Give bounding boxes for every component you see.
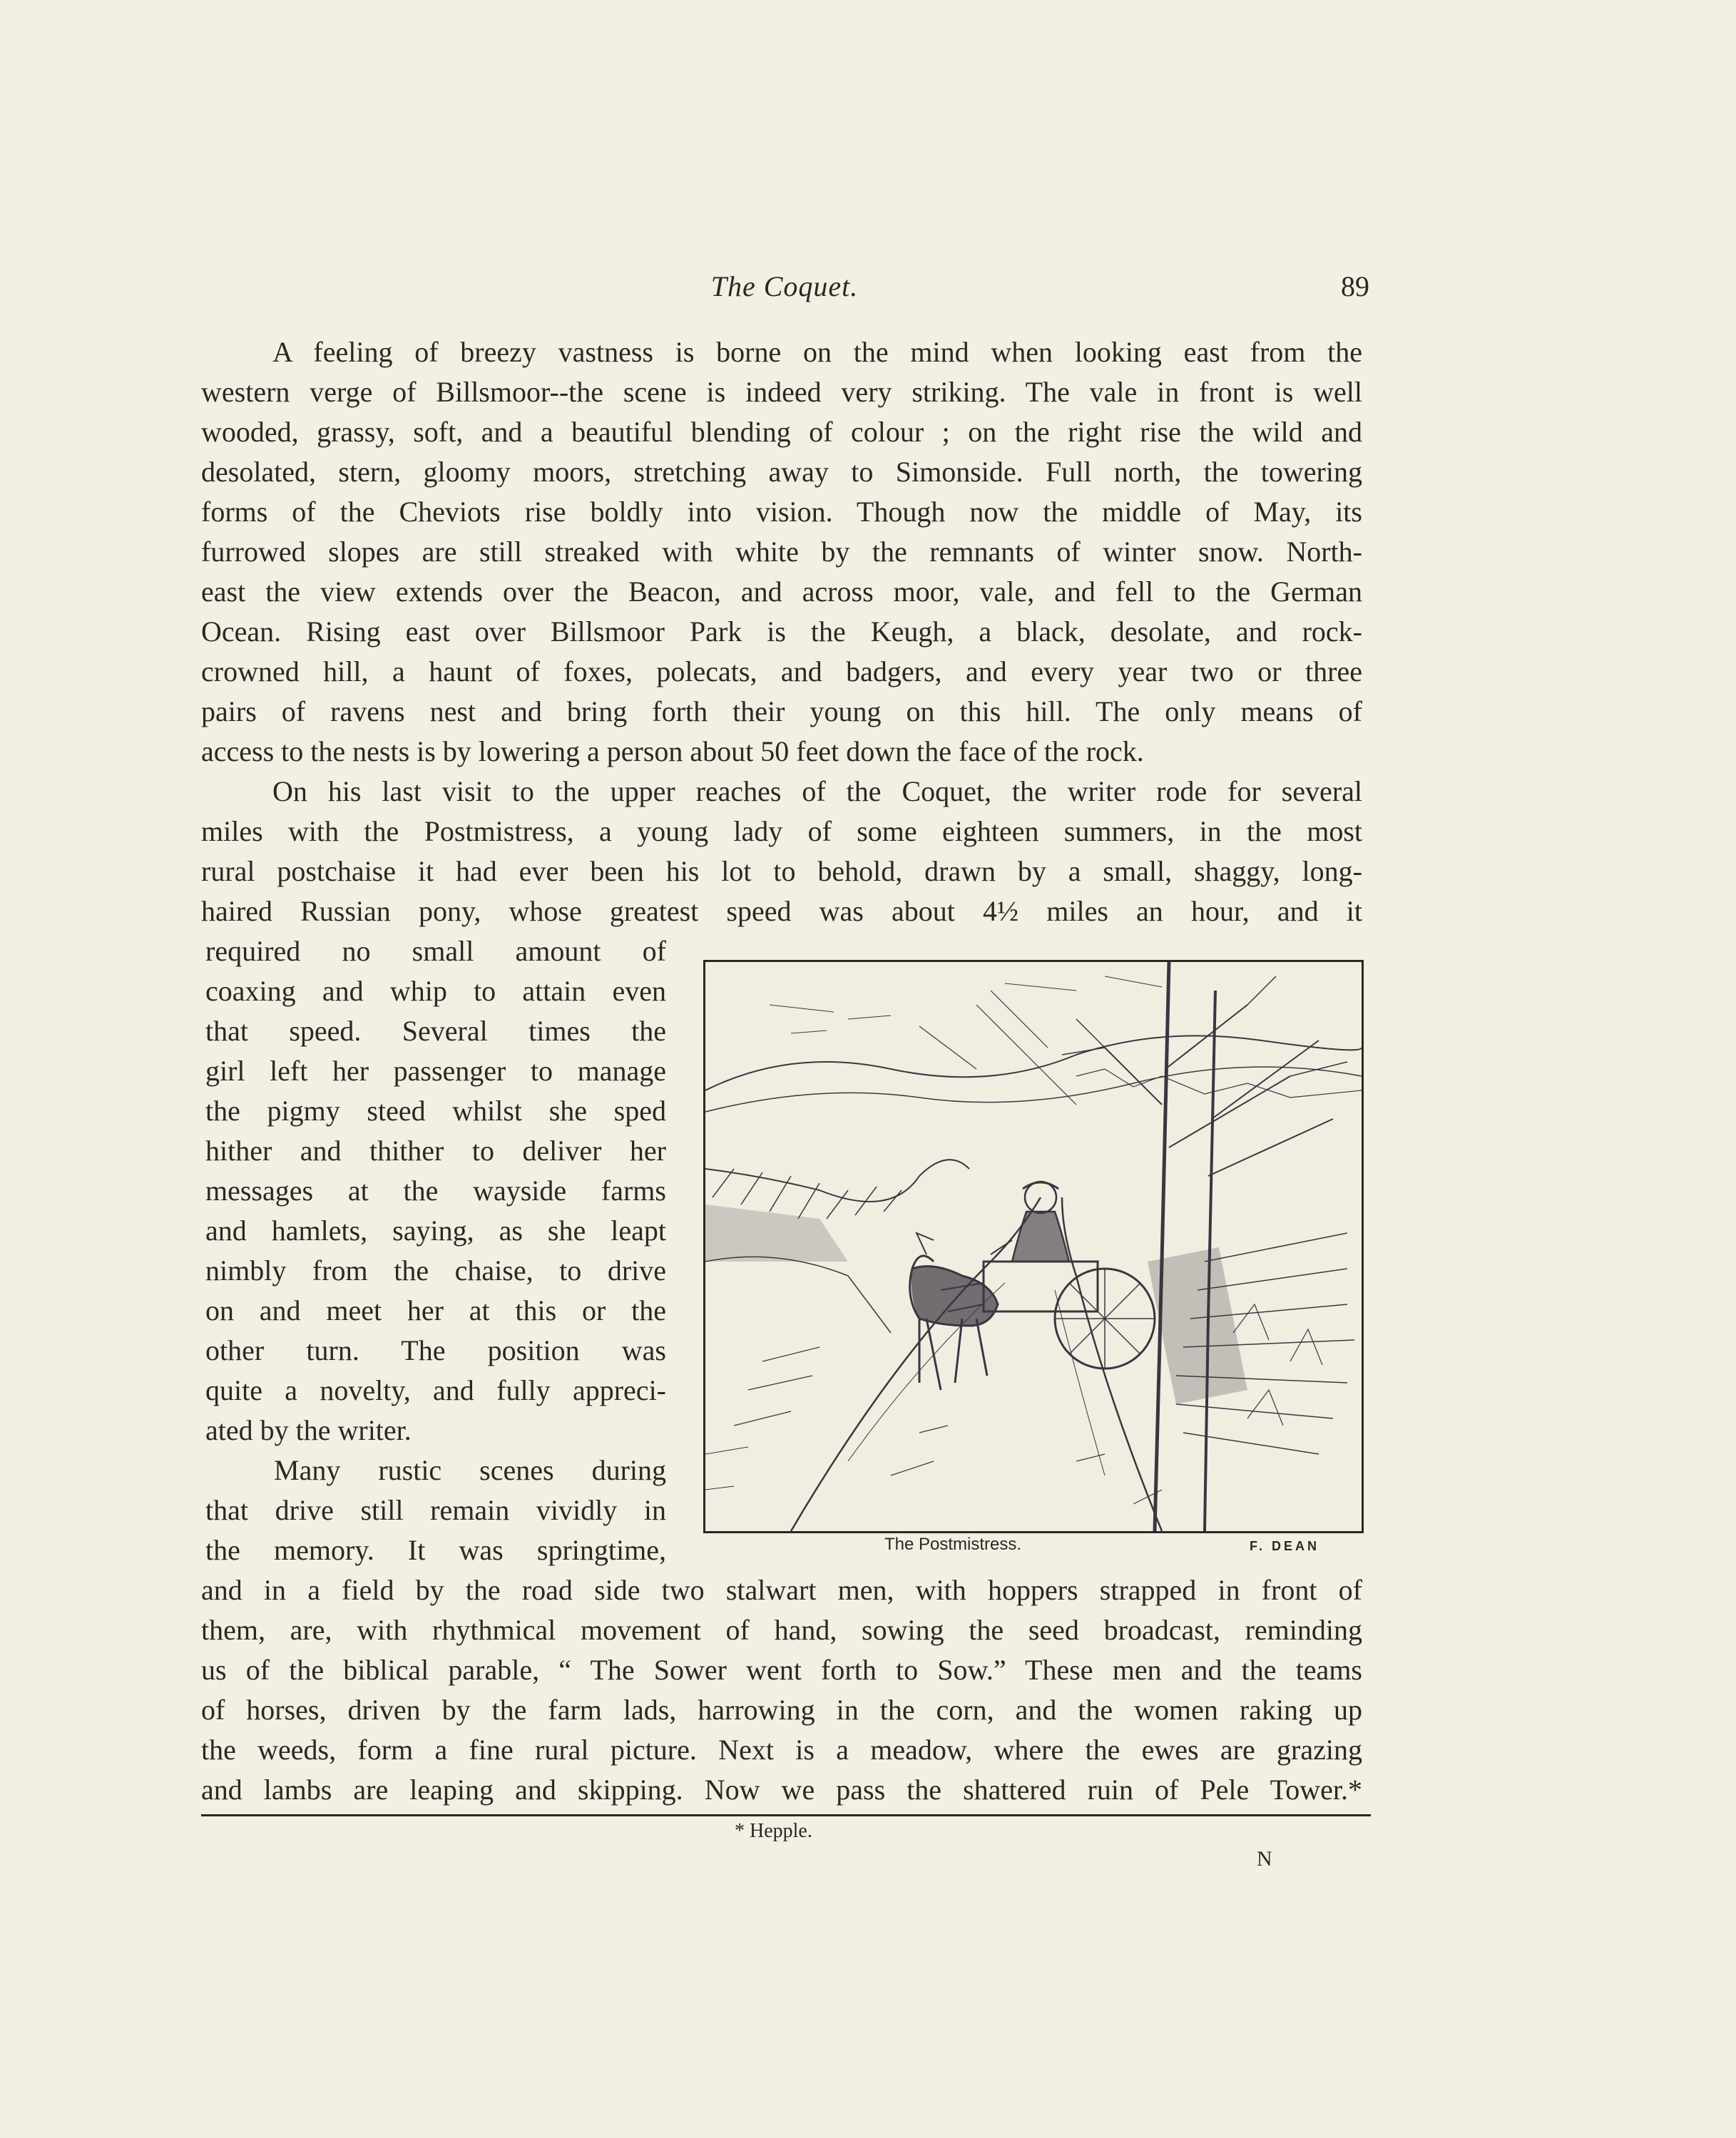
text-line: Many rustic scenes during <box>274 1454 666 1486</box>
text-line: coaxing and whip to attain even <box>205 975 666 1007</box>
text-line: and lambs are leaping and skipping. Now we pass the shattered ruin of Pele Tower.* <box>201 1774 1362 1806</box>
text-line: pairs of ravens nest and bring forth their young on this hill. The only means of <box>201 695 1362 727</box>
signature-mark: N <box>1257 1847 1272 1871</box>
text-line: On his last visit to the upper reaches of the Coquet, the writer rode for several <box>272 775 1362 807</box>
text-line: desolated, stern, gloomy moors, stretching away to Simonside. Full north, the towering <box>201 456 1362 488</box>
postmistress-illustration <box>703 960 1364 1533</box>
text-line: hither and thither to deliver her <box>205 1135 666 1167</box>
text-line: furrowed slopes are still streaked with white by the remnants of winter snow. North- <box>201 536 1362 568</box>
text-line: messages at the wayside farms <box>205 1175 666 1207</box>
text-line: ated by the writer. <box>205 1414 412 1446</box>
text-line: western verge of Billsmoor--the scene is indeed very striking. The vale in front is well <box>201 376 1362 408</box>
footnote: * Hepple. <box>735 1820 812 1842</box>
text-line: quite a novelty, and fully appreci- <box>205 1374 666 1406</box>
text-line: access to the nests is by lowering a person about 50 feet down the face of the rock. <box>201 735 1144 767</box>
figure-caption: The Postmistress. <box>884 1535 1022 1554</box>
footnote-rule <box>201 1814 1371 1816</box>
engraving-drawing <box>705 962 1362 1531</box>
text-line: them, are, with rhythmical movement of hand, sowing the seed broadcast, reminding <box>201 1614 1362 1646</box>
text-line: the weeds, form a fine rural picture. Next is a meadow, where the ewes are grazing <box>201 1734 1362 1766</box>
text-line: east the view extends over the Beacon, and across moor, vale, and fell to the German <box>201 576 1362 608</box>
text-line: the pigmy steed whilst she sped <box>205 1095 666 1127</box>
text-line: A feeling of breezy vastness is borne on the mind when looking east from the <box>272 336 1362 368</box>
text-line: nimbly from the chaise, to drive <box>205 1254 666 1287</box>
text-line: haired Russian pony, whose greatest speed was about 4½ miles an hour, and it <box>201 895 1362 927</box>
text-line: miles with the Postmistress, a young lady of some eighteen summers, in the most <box>201 815 1362 847</box>
artist-credit: F. DEAN <box>1250 1539 1320 1553</box>
text-line: required no small amount of <box>205 935 666 967</box>
text-line: of horses, driven by the farm lads, harrowing in the corn, and the women raking up <box>201 1694 1362 1726</box>
text-line: the memory. It was springtime, <box>205 1534 666 1566</box>
text-line: Ocean. Rising east over Billsmoor Park is the Keugh, a black, desolate, and rock- <box>201 615 1362 648</box>
text-line: rural postchaise it had ever been his lot to behold, drawn by a small, shaggy, long- <box>201 855 1362 887</box>
text-line: that speed. Several times the <box>205 1015 666 1047</box>
running-title: The Coquet. <box>710 270 859 302</box>
text-line: girl left her passenger to manage <box>205 1055 666 1087</box>
text-line: and hamlets, saying, as she leapt <box>205 1214 666 1247</box>
text-line: on and meet her at this or the <box>205 1294 666 1326</box>
text-line: other turn. The position was <box>205 1334 666 1366</box>
page-number: 89 <box>1341 270 1369 302</box>
text-line: wooded, grassy, soft, and a beautiful blending of colour ; on the right rise the wild and <box>201 416 1362 448</box>
text-line: and in a field by the road side two stalwart men, with hoppers strapped in front of <box>201 1574 1362 1606</box>
page-header <box>200 270 1369 312</box>
text-line: that drive still remain vividly in <box>205 1494 666 1526</box>
text-line: forms of the Cheviots rise boldly into vision. Though now the middle of May, its <box>201 496 1362 528</box>
text-line: us of the biblical parable, “ The Sower went forth to Sow.” These men and the teams <box>201 1654 1362 1686</box>
text-line: crowned hill, a haunt of foxes, polecats, and badgers, and every year two or three <box>201 655 1362 687</box>
